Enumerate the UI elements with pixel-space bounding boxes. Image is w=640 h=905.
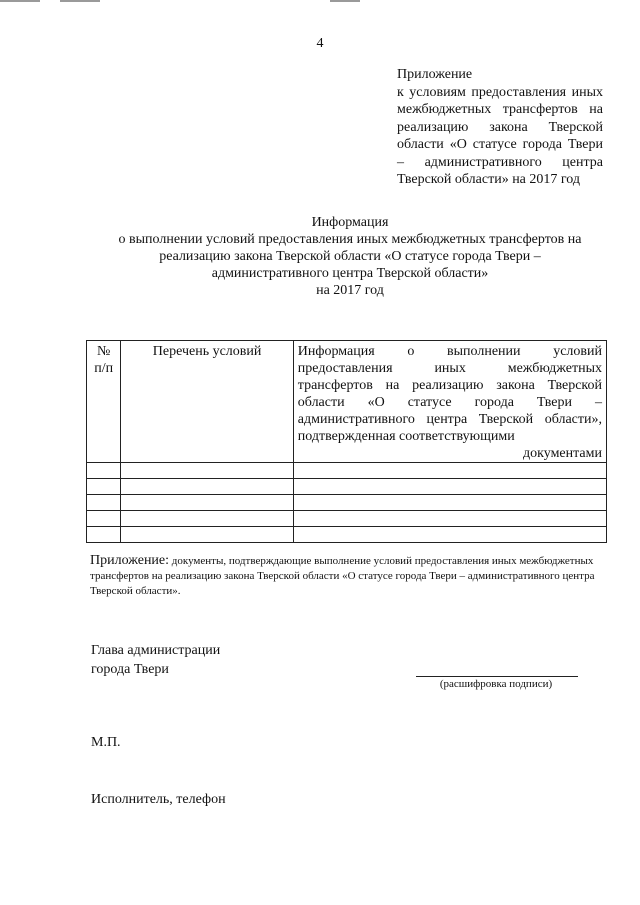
title-line-5: на 2017 год [316, 283, 384, 298]
signature-line [416, 676, 578, 677]
scan-artifact-right [330, 0, 360, 2]
document-title [100, 214, 600, 299]
cell-number [87, 511, 121, 527]
cell-info [293, 495, 606, 511]
table-row [87, 463, 607, 479]
scan-artifact-middle [60, 0, 100, 2]
cell-condition [121, 527, 293, 543]
cell-info [293, 527, 606, 543]
header-number [87, 341, 121, 463]
header-number-abbr: п/п [94, 361, 114, 376]
cell-number [87, 463, 121, 479]
title-line-1: Информация [311, 215, 389, 230]
scan-artifact-left [0, 0, 40, 2]
header-number-symbol: № [97, 344, 111, 359]
appendix-block [397, 66, 603, 189]
executor-line: Исполнитель, телефон [91, 792, 226, 807]
cell-condition [121, 463, 293, 479]
signatory-title: Глава администрации [91, 643, 221, 658]
cell-condition [121, 495, 293, 511]
cell-number [87, 527, 121, 543]
signatory-block [91, 641, 220, 679]
signature-caption: (расшифровка подписи) [439, 678, 553, 690]
cell-number [87, 479, 121, 495]
table-row [87, 527, 607, 543]
header-conditions: Перечень условий [121, 341, 293, 463]
cell-info [293, 479, 606, 495]
table-row [87, 511, 607, 527]
title-line-3: реализацию закона Тверской области «О статусе города Твери – [159, 249, 541, 264]
cell-condition [121, 511, 293, 527]
title-line-4: административного центра Тверской области» [211, 266, 489, 281]
signatory-city: города Твери [91, 662, 169, 677]
table-header-row [87, 341, 607, 463]
stamp-place: М.П. [91, 735, 121, 750]
appendix-text: к условиям предоставления иных межбюджетных трансфертов на реализацию закона Тверской области «О статусе города Твери – административного центра Тверской области» на 2017 год [397, 84, 603, 187]
table-row [87, 495, 607, 511]
page-number: 4 [316, 36, 324, 51]
header-info [293, 341, 606, 463]
conditions-table [86, 340, 607, 543]
cell-number [87, 495, 121, 511]
note-text: документы, подтверждающие выполнение условий предоставления иных межбюджетных трансфертов на реализацию закона Тверской области «О статусе города Твери – административного центра Тверской области». [90, 555, 595, 597]
appendix-heading: Приложение [397, 67, 473, 82]
table-row [87, 479, 607, 495]
header-info-text: Информация о выполнении условий предоставления иных межбюджетных трансфертов на реализацию закона Тверской области «О статусе города Твери – административного центра Тверской области», подтвержденная соответствующими [297, 344, 602, 444]
header-info-last: документами [523, 446, 602, 461]
title-line-2: о выполнении условий предоставления иных межбюджетных трансфертов на [118, 232, 582, 247]
note-label: Приложение: [90, 553, 170, 568]
cell-info [293, 511, 606, 527]
cell-condition [121, 479, 293, 495]
attachment-note [90, 553, 606, 599]
cell-info [293, 463, 606, 479]
